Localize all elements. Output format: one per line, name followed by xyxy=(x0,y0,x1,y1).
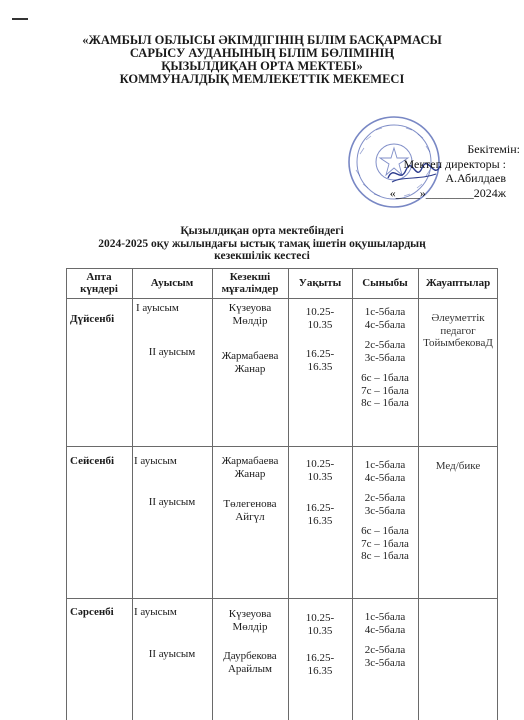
row-teacher-2: Жармабаева Жанар xyxy=(221,350,279,375)
row-day-wednesday: Сәрсенбі xyxy=(70,606,114,618)
row-shift-2: ІІ ауысым xyxy=(148,346,196,358)
title-line: 2024-2025 оқу жылындағы ыстық тамақ ішетін оқушылардың xyxy=(98,237,426,250)
director-role: Мектеп директоры : xyxy=(403,156,506,171)
row-shift-1: І ауысым xyxy=(136,302,179,314)
row-time-1: 10.25- 10.35 xyxy=(305,306,335,331)
row-day-tuesday: Сейсенбі xyxy=(70,455,115,467)
row-teacher-1: Жармабаева Жанар xyxy=(221,455,279,480)
row-classes: 1с-5бала 4с-5бала 2с-5бала 3с-5бала xyxy=(364,611,406,669)
row-time-1: 10.25- 10.35 xyxy=(305,612,335,637)
row-responsible: Мед/бике xyxy=(435,460,481,472)
table-rule xyxy=(66,446,498,447)
row-shift-1: І ауысым xyxy=(134,455,177,467)
row-time-2: 16.25- 16.35 xyxy=(305,502,335,527)
row-day-monday: Дүйсенбі xyxy=(70,313,115,325)
table-rule xyxy=(66,298,498,299)
header-class: Сыныбы xyxy=(362,277,408,289)
approval-date: «____»________2024ж xyxy=(389,185,506,200)
row-shift-1: І ауысым xyxy=(134,606,177,618)
header-line: «ЖАМБЫЛ ОБЛЫСЫ ӘКІМДІГІНІҢ БІЛІМ БАСҚАРМАСЫ xyxy=(82,33,442,47)
row-time-1: 10.25- 10.35 xyxy=(305,458,335,483)
row-time-2: 16.25- 16.35 xyxy=(305,652,335,677)
header-line: САРЫСУ АУДАНЫНЫҢ БІЛІМ БӨЛІМІНІҢ xyxy=(129,46,395,60)
page-corner-mark xyxy=(12,18,28,20)
row-shift-2: ІІ ауысым xyxy=(148,496,196,508)
title-line: Қызылдиқан орта мектебіндегі xyxy=(180,225,344,237)
row-teacher-1: Күзеуова Мөлдір xyxy=(228,302,272,327)
header-line: ҚЫЗЫЛДИҚАН ОРТА МЕКТЕБІ» xyxy=(161,59,363,73)
schedule-title xyxy=(0,225,524,263)
director-name: А.Абилдаев xyxy=(445,171,506,185)
approve-label: Бекітемін: xyxy=(467,142,520,156)
table-rule xyxy=(66,268,67,720)
table-rule xyxy=(66,598,498,599)
header-time: Уақыты xyxy=(298,277,342,289)
row-shift-2: ІІ ауысым xyxy=(148,648,196,660)
row-time-2: 16.25- 16.35 xyxy=(305,348,335,373)
duty-schedule-table xyxy=(66,268,498,720)
organization-header xyxy=(0,34,524,86)
header-line: КОММУНАЛДЫҚ МЕМЛЕКЕТТІК МЕКЕМЕСІ xyxy=(119,72,405,86)
header-responsible: Жауаптылар xyxy=(425,277,491,289)
row-classes: 1с-5бала 4с-5бала 2с-5бала 3с-5бала 6с – 1бала 7с – 1бала 8с – 1бала xyxy=(361,459,409,562)
row-responsible: Әлеуметтік педагог ТойымбековаД xyxy=(423,312,493,349)
header-day: Апта күндері xyxy=(80,271,118,295)
row-classes: 1с-5бала 4с-5бала 2с-5бала 3с-5бала 6с – 1бала 7с – 1бала 8с – 1бала xyxy=(361,306,409,409)
approval-block xyxy=(360,142,520,200)
row-teacher-2: Төлегенова Айгүл xyxy=(223,498,277,523)
row-teacher-1: Күзеуова Мөлдір xyxy=(228,608,272,633)
header-shift: Ауысым xyxy=(150,277,194,289)
title-line: кезекшілік кестесі xyxy=(214,250,310,262)
row-teacher-2: Даурбекова Арайлым xyxy=(223,650,277,675)
header-teachers: Кезекші мұғалімдер xyxy=(221,271,279,295)
table-rule xyxy=(66,268,498,269)
